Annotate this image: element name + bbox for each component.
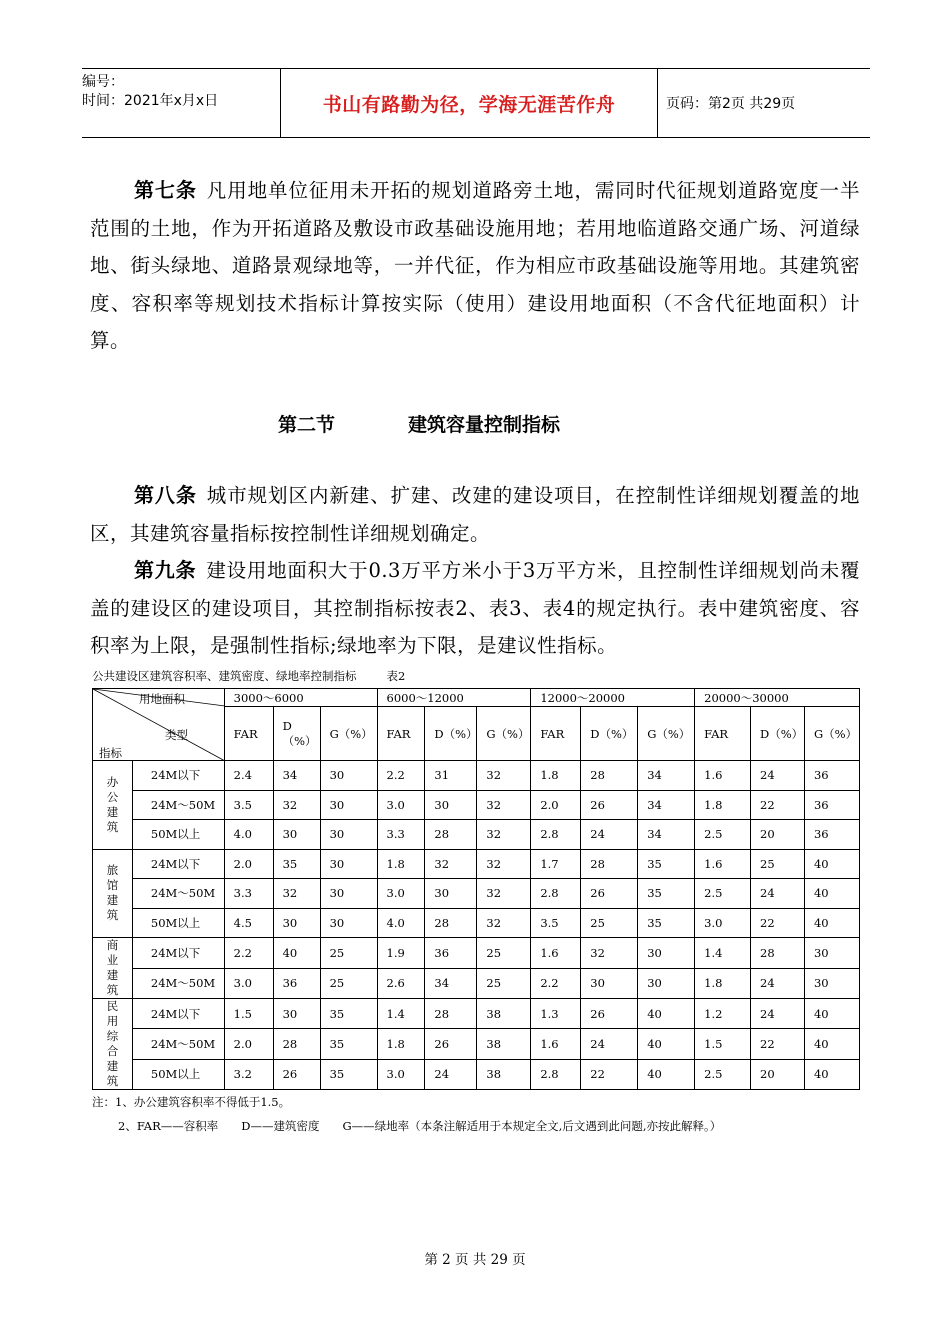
value-cell: 2.8	[531, 1059, 581, 1089]
category-label: 商业建筑	[106, 938, 119, 997]
value-cell: 25	[751, 849, 805, 879]
value-cell: 35	[638, 879, 695, 909]
article-9	[90, 552, 860, 665]
value-cell: 2.4	[224, 761, 273, 791]
value-cell: 2.5	[695, 1059, 751, 1089]
value-cell: 3.0	[377, 879, 425, 909]
value-cell: 1.6	[695, 849, 751, 879]
value-cell: 28	[273, 1029, 320, 1059]
value-cell: 3.0	[377, 790, 425, 820]
value-cell: 25	[477, 968, 531, 999]
value-cell: 26	[273, 1059, 320, 1089]
value-cell: 32	[477, 849, 531, 879]
value-cell: 30	[320, 820, 377, 850]
value-cell: 26	[425, 1029, 477, 1059]
value-cell: 30	[320, 908, 377, 938]
value-cell: 20	[751, 820, 805, 850]
value-cell: 34	[273, 761, 320, 791]
value-cell: 32	[477, 820, 531, 850]
value-cell: 32	[477, 790, 531, 820]
value-cell: 3.0	[377, 1059, 425, 1089]
value-cell: 1.3	[531, 999, 581, 1029]
value-cell: 25	[581, 908, 638, 938]
range-header: 20000～30000	[695, 689, 860, 707]
category-cell	[93, 938, 133, 999]
category-cell	[93, 999, 133, 1090]
table-row	[93, 938, 860, 969]
value-cell: 2.2	[224, 938, 273, 969]
page-footer: 第 2 页 共 29 页	[424, 1252, 526, 1268]
value-cell: 28	[425, 999, 477, 1029]
value-cell: 3.0	[695, 908, 751, 938]
value-cell: 40	[804, 1059, 859, 1089]
metric-header: FAR	[695, 707, 751, 761]
value-cell: 35	[638, 908, 695, 938]
value-cell: 30	[581, 968, 638, 999]
value-cell: 30	[320, 790, 377, 820]
value-cell: 30	[638, 968, 695, 999]
value-cell: 40	[638, 1029, 695, 1059]
value-cell: 3.5	[531, 908, 581, 938]
value-cell: 30	[320, 761, 377, 791]
table-row	[93, 761, 860, 791]
article-7	[90, 172, 860, 360]
value-cell: 30	[804, 938, 859, 969]
value-cell: 24	[751, 999, 805, 1029]
value-cell: 26	[581, 999, 638, 1029]
value-cell: 35	[638, 849, 695, 879]
value-cell: 40	[638, 999, 695, 1029]
category-label: 民用综合建筑	[106, 999, 119, 1088]
height-label: 24M以下	[132, 999, 224, 1029]
value-cell: 40	[804, 1029, 859, 1059]
value-cell: 30	[273, 999, 320, 1029]
value-cell: 40	[804, 849, 859, 879]
header-page-label: 页码：第2页 共29页	[666, 96, 796, 112]
value-cell: 1.4	[695, 938, 751, 969]
value-cell: 3.3	[224, 879, 273, 909]
article-8	[90, 477, 860, 552]
category-label: 旅馆建筑	[106, 863, 119, 923]
value-cell: 28	[425, 820, 477, 850]
metric-header: D（%）	[581, 707, 638, 761]
value-cell: 36	[804, 761, 859, 791]
article-8-lead: 第八条	[134, 483, 197, 507]
value-cell: 32	[477, 908, 531, 938]
value-cell: 3.3	[377, 820, 425, 850]
table-row	[93, 1059, 860, 1089]
article-8-text: 城市规划区内新建、扩建、改建的建设项目，在控制性详细规划覆盖的地区，其建筑容量指标按控制性详细规划确定。	[90, 484, 860, 545]
value-cell: 1.9	[377, 938, 425, 969]
value-cell: 2.5	[695, 879, 751, 909]
value-cell: 24	[581, 1029, 638, 1059]
document-number-label: 编号：	[82, 74, 124, 90]
metric-header: D（%）	[751, 707, 805, 761]
value-cell: 26	[581, 879, 638, 909]
value-cell: 1.5	[695, 1029, 751, 1059]
value-cell: 25	[477, 938, 531, 969]
value-cell: 32	[477, 879, 531, 909]
metric-header: G（%）	[477, 707, 531, 761]
table-row	[93, 908, 860, 938]
table-number: 表2	[386, 669, 406, 683]
value-cell: 35	[320, 1029, 377, 1059]
table-corner-cell	[93, 689, 225, 761]
value-cell: 25	[320, 968, 377, 999]
value-cell: 28	[581, 849, 638, 879]
value-cell: 40	[804, 999, 859, 1029]
value-cell: 30	[425, 879, 477, 909]
value-cell: 30	[425, 790, 477, 820]
value-cell: 35	[320, 1059, 377, 1089]
height-label: 50M以上	[132, 908, 224, 938]
article-7-text: 凡用地单位征用未开拓的规划道路旁土地，需同时代征规划道路宽度一半范围的土地，作为开拓道路及敷设市政基础设施用地；若用地临道路交通广场、河道绿地、街头绿地、道路景观绿地等，一并代征，作为相应市政基础设施等用地。其建筑密度、容积率等规划技术指标计算按实际（使用）建设用地面积（不含代征地面积）计算。	[90, 179, 860, 352]
metric-header: FAR	[377, 707, 425, 761]
value-cell: 35	[320, 999, 377, 1029]
height-label: 50M以上	[132, 820, 224, 850]
value-cell: 40	[804, 879, 859, 909]
value-cell: 30	[804, 968, 859, 999]
table-header-row-ranges	[93, 689, 860, 707]
category-label: 办公建筑	[106, 774, 119, 834]
value-cell: 2.6	[377, 968, 425, 999]
value-cell: 1.5	[224, 999, 273, 1029]
value-cell: 3.2	[224, 1059, 273, 1089]
value-cell: 26	[581, 790, 638, 820]
metric-header: FAR	[531, 707, 581, 761]
range-header: 6000～12000	[377, 689, 531, 707]
height-label: 24M以下	[132, 849, 224, 879]
category-cell	[93, 761, 133, 850]
corner-index-label: 指标	[99, 746, 122, 760]
value-cell: 24	[751, 761, 805, 791]
category-cell	[93, 849, 133, 938]
value-cell: 24	[425, 1059, 477, 1089]
value-cell: 4.0	[377, 908, 425, 938]
value-cell: 40	[804, 908, 859, 938]
value-cell: 30	[638, 938, 695, 969]
table-row	[93, 879, 860, 909]
height-label: 24M～50M	[132, 968, 224, 999]
value-cell: 1.8	[695, 968, 751, 999]
value-cell: 36	[804, 790, 859, 820]
table-row	[93, 790, 860, 820]
value-cell: 2.5	[695, 820, 751, 850]
value-cell: 2.2	[377, 761, 425, 791]
value-cell: 1.8	[695, 790, 751, 820]
article-7-lead: 第七条	[134, 178, 197, 202]
value-cell: 36	[425, 938, 477, 969]
value-cell: 36	[804, 820, 859, 850]
value-cell: 1.8	[531, 761, 581, 791]
value-cell: 24	[751, 968, 805, 999]
value-cell: 34	[638, 761, 695, 791]
table-row	[93, 820, 860, 850]
value-cell: 38	[477, 999, 531, 1029]
document-date-label: 时间：2021年x月x日	[82, 93, 219, 109]
value-cell: 22	[751, 908, 805, 938]
value-cell: 22	[751, 790, 805, 820]
table-note-2: 2、FAR——容积率 D——建筑密度 G——绿地率（本条注解适用于本规定全文,后文遇到此问题,亦按此解释。）	[118, 1119, 722, 1133]
metric-header: G（%）	[320, 707, 377, 761]
value-cell: 38	[477, 1059, 531, 1089]
metric-header: FAR	[224, 707, 273, 761]
value-cell: 24	[751, 879, 805, 909]
value-cell: 34	[638, 790, 695, 820]
value-cell: 40	[638, 1059, 695, 1089]
value-cell: 28	[751, 938, 805, 969]
value-cell: 3.0	[224, 968, 273, 999]
value-cell: 30	[273, 820, 320, 850]
value-cell: 4.0	[224, 820, 273, 850]
value-cell: 32	[425, 849, 477, 879]
value-cell: 40	[273, 938, 320, 969]
table-caption	[92, 668, 405, 684]
height-label: 24M～50M	[132, 790, 224, 820]
height-label: 24M～50M	[132, 1029, 224, 1059]
value-cell: 30	[320, 879, 377, 909]
value-cell: 1.6	[531, 938, 581, 969]
metric-header: G（%）	[804, 707, 859, 761]
control-index-table	[92, 688, 860, 1090]
value-cell: 1.2	[695, 999, 751, 1029]
height-label: 24M以下	[132, 938, 224, 969]
value-cell: 30	[320, 849, 377, 879]
value-cell: 32	[477, 761, 531, 791]
range-header: 3000～6000	[224, 689, 377, 707]
page-header	[82, 68, 870, 138]
range-header: 12000～20000	[531, 689, 695, 707]
section-number: 第二节	[278, 414, 336, 436]
value-cell: 35	[273, 849, 320, 879]
value-cell: 1.6	[531, 1029, 581, 1059]
table-row	[93, 1029, 860, 1059]
height-label: 24M～50M	[132, 879, 224, 909]
value-cell: 3.5	[224, 790, 273, 820]
value-cell: 32	[273, 879, 320, 909]
value-cell: 28	[425, 908, 477, 938]
value-cell: 1.8	[377, 849, 425, 879]
article-9-text: 建设用地面积大于0.3万平方米小于3万平方米，且控制性详细规划尚未覆盖的建设区的建设项目，其控制指标按表2、表3、表4的规定执行。表中建筑密度、容积率为上限，是强制性指标;绿地率为下限，是建议性指标。	[90, 559, 861, 657]
table-row	[93, 968, 860, 999]
value-cell: 22	[751, 1029, 805, 1059]
value-cell: 1.8	[377, 1029, 425, 1059]
value-cell: 22	[581, 1059, 638, 1089]
header-meta	[82, 69, 280, 137]
height-label: 50M以上	[132, 1059, 224, 1089]
value-cell: 20	[751, 1059, 805, 1089]
value-cell: 2.0	[531, 790, 581, 820]
value-cell: 2.8	[531, 879, 581, 909]
table-note-1: 注：1、办公建筑容积率不得低于1.5。	[92, 1095, 291, 1109]
corner-type-label: 类型	[165, 728, 188, 742]
table-caption-text: 公共建设区建筑容积率、建筑密度、绿地率控制指标	[92, 669, 357, 683]
article-9-lead: 第九条	[134, 558, 197, 582]
value-cell: 38	[477, 1029, 531, 1059]
value-cell: 4.5	[224, 908, 273, 938]
value-cell: 28	[581, 761, 638, 791]
value-cell: 30	[273, 908, 320, 938]
value-cell: 25	[320, 938, 377, 969]
metric-header: G（%）	[638, 707, 695, 761]
metric-header: D（%）	[425, 707, 477, 761]
header-motto: 书山有路勤为径，学海无涯苦作舟	[280, 69, 658, 137]
value-cell: 2.0	[224, 849, 273, 879]
value-cell: 1.6	[695, 761, 751, 791]
section-title: 建筑容量控制指标	[408, 414, 561, 436]
value-cell: 32	[581, 938, 638, 969]
value-cell: 31	[425, 761, 477, 791]
value-cell: 34	[638, 820, 695, 850]
value-cell: 36	[273, 968, 320, 999]
table-row	[93, 849, 860, 879]
metric-header: D（%）	[273, 707, 320, 761]
corner-area-label: 用地面积	[139, 692, 185, 706]
value-cell: 32	[273, 790, 320, 820]
value-cell: 1.7	[531, 849, 581, 879]
table-row	[93, 999, 860, 1029]
value-cell: 24	[581, 820, 638, 850]
value-cell: 34	[425, 968, 477, 999]
height-label: 24M以下	[132, 761, 224, 791]
value-cell: 2.2	[531, 968, 581, 999]
value-cell: 2.0	[224, 1029, 273, 1059]
value-cell: 2.8	[531, 820, 581, 850]
value-cell: 1.4	[377, 999, 425, 1029]
